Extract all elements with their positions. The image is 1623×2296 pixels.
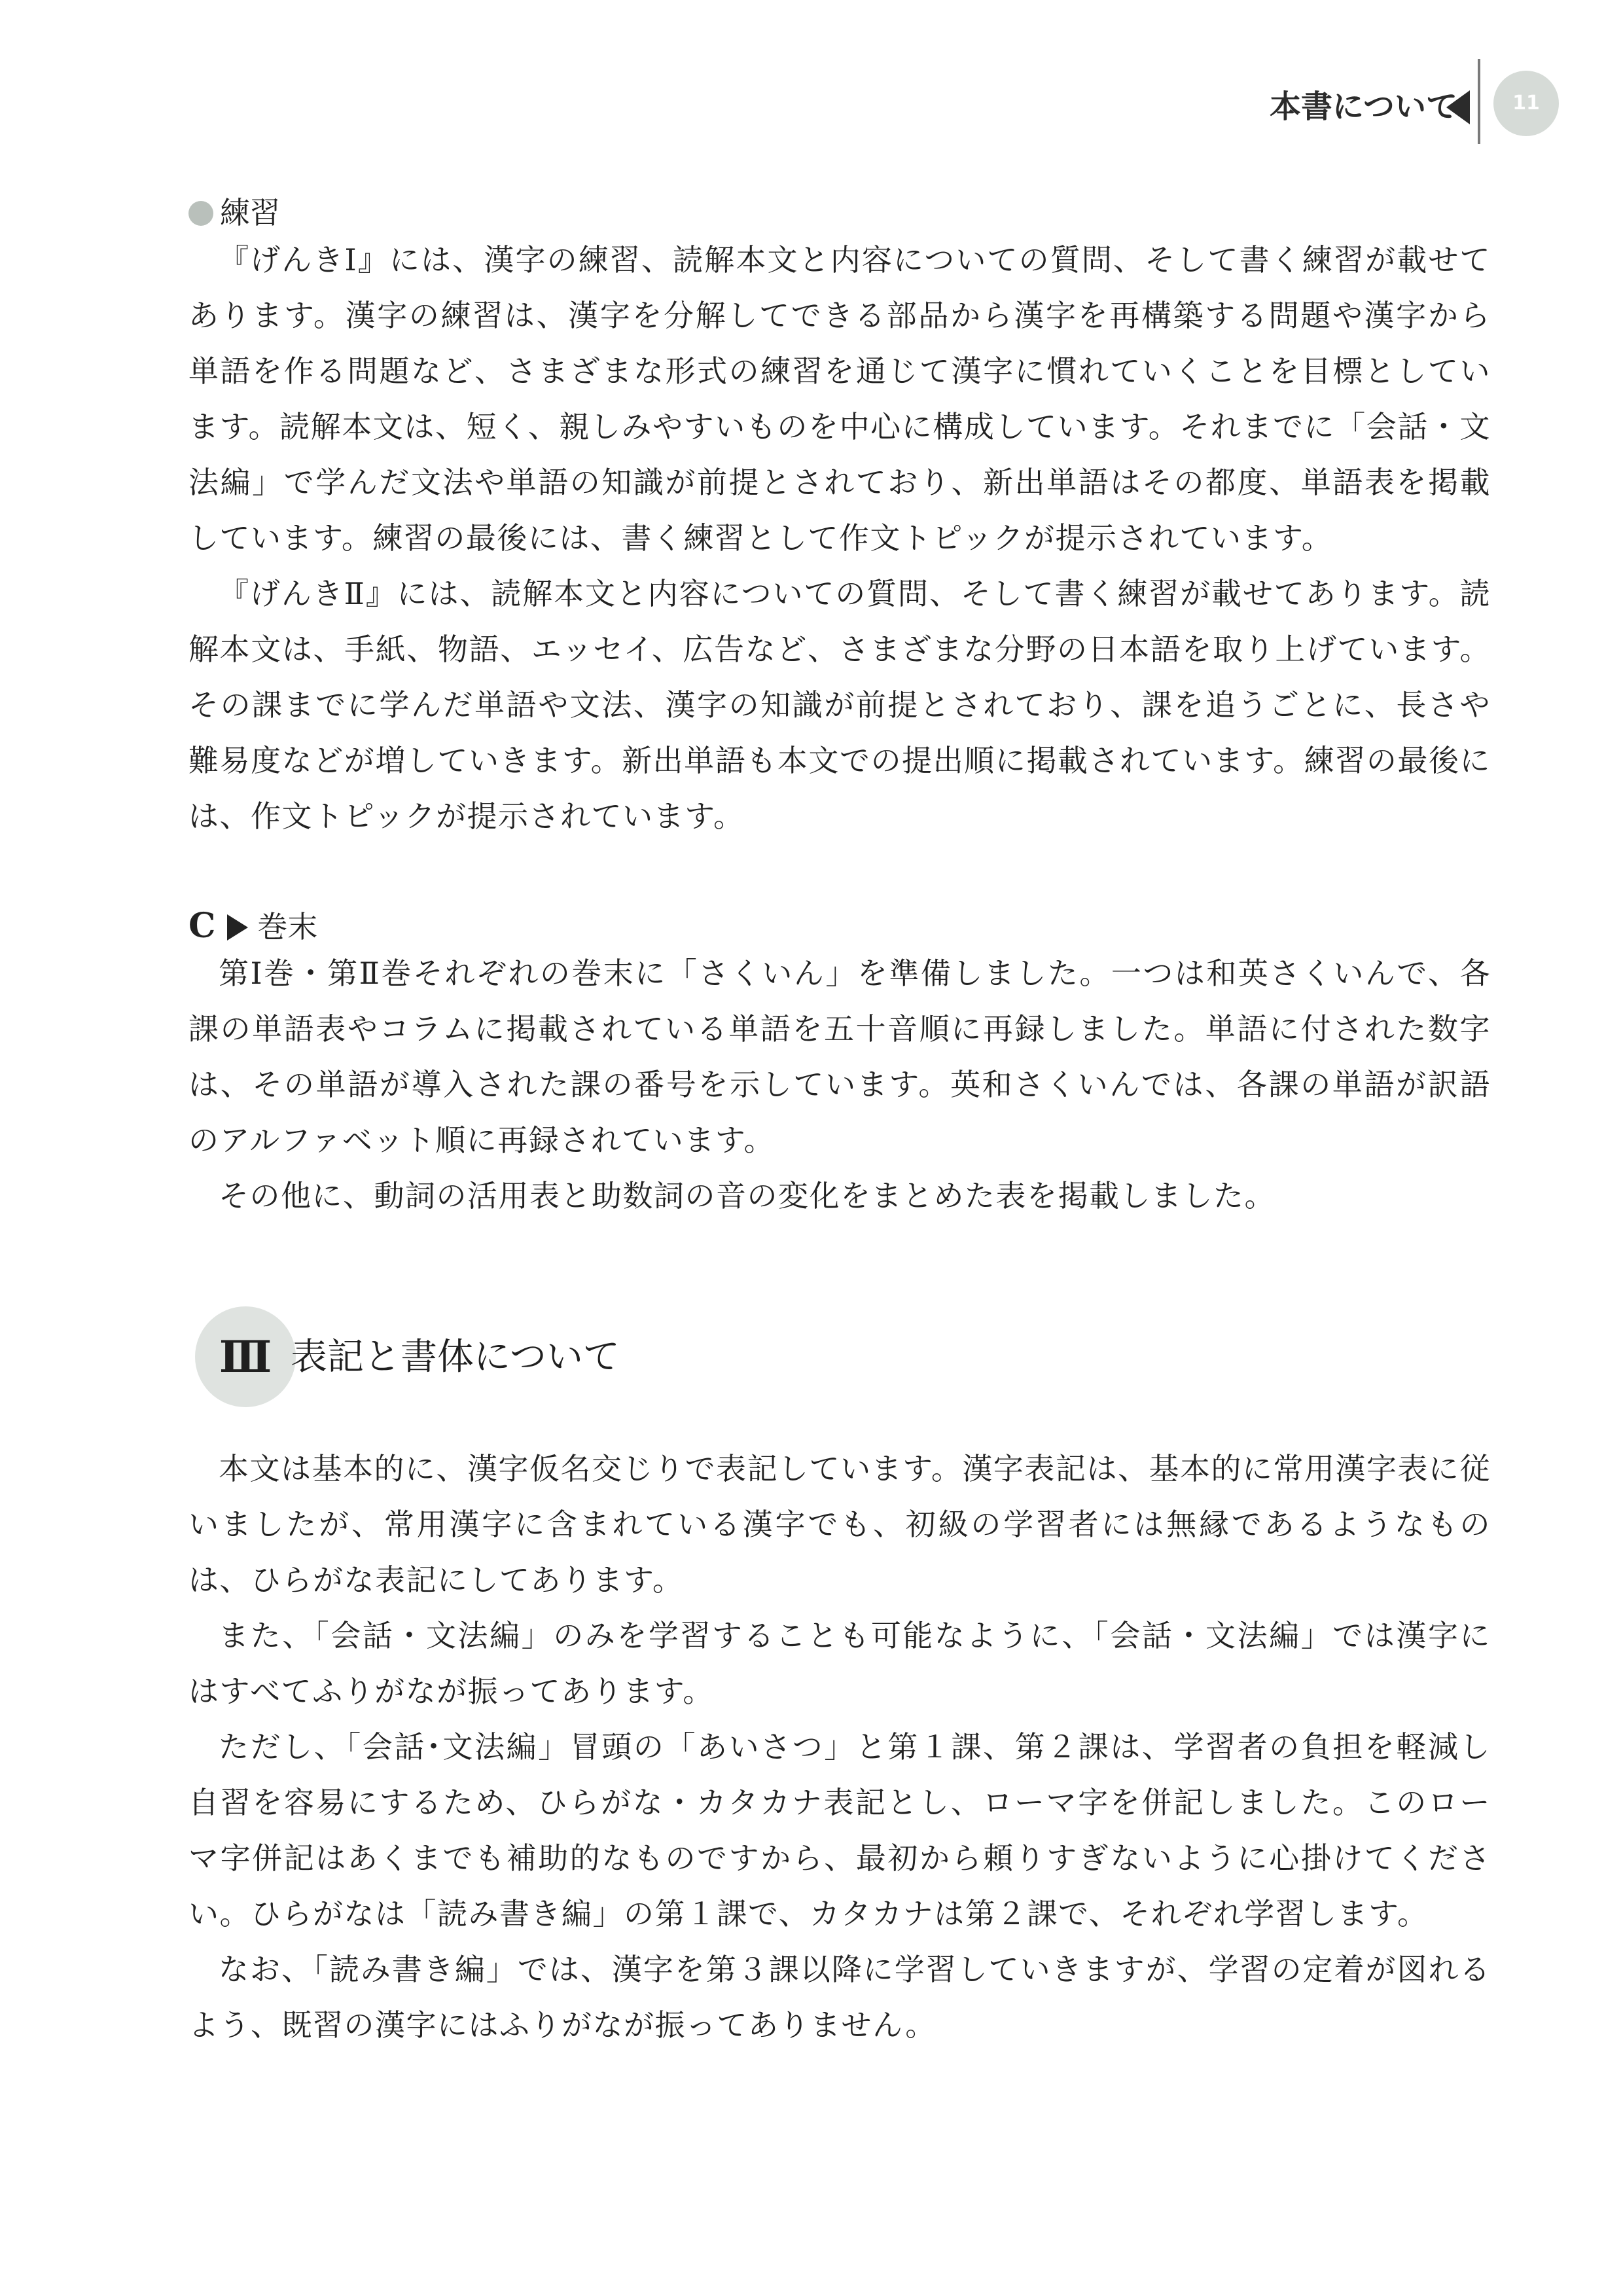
section-paragraph-2: また、「会話・文法編」のみを学習することも可能なように、「会話・文法編」では漢字にはすべてふりがなが振ってあります。 bbox=[188, 1618, 1491, 1709]
running-header-title: 本書について bbox=[1270, 88, 1458, 125]
section-paragraph-1: 本文は基本的に、漢字仮名交じりで表記しています。漢字表記は、基本的に常用漢字表に従いましたが、常用漢字に含まれている漢字でも、初級の学習者には無縁であるようなものは、ひらがな表記にしてあります。 bbox=[188, 1451, 1491, 1598]
header-divider bbox=[1478, 59, 1480, 144]
practice-paragraph-2: 『げんきⅡ』には、読解本文と内容についての質問、そして書く練習が載せてあります。読解本文は、手紙、物語、エッセイ、広告など、さまざまな分野の日本語を取り上げています。その課までに学んだ単語や文法、漢字の知識が前提とされており、課を追うごとに、長さや難易度などが増していきます。新出単語も本文での提出順に掲載されています。練習の最後には、作文トピックが提示されています。 bbox=[188, 576, 1491, 834]
appendix-heading bbox=[188, 903, 317, 949]
page-number: 11 bbox=[1493, 71, 1559, 136]
bullet-circle-icon bbox=[188, 201, 213, 226]
practice-paragraph-1: 『げんきⅠ』には、漢字の練習、読解本文と内容についての質問、そして書く練習が載せてあります。漢字の練習は、漢字を分解してできる部品から漢字を再構築する問題や漢字から単語を作る問題など、さまざまな形式の練習を通じて漢字に慣れていくことを目標としています。読解本文は、短く、親しみやすいものを中心に構成しています。それまでに「会話・文法編」で学んだ文法や単語の知識が前提とされており、新出単語はその都度、単語表を掲載しています。練習の最後には、書く練習として作文トピックが提示されています。 bbox=[188, 242, 1491, 556]
appendix-letter: C bbox=[188, 906, 216, 946]
appendix-paragraph-2: その他に、動詞の活用表と助数詞の音の変化をまとめた表を掲載しました。 bbox=[219, 1178, 1275, 1213]
section-numeral: Ⅲ bbox=[219, 1331, 272, 1382]
appendix-heading-label: 巻末 bbox=[257, 909, 318, 944]
section-title: 表記と書体について bbox=[291, 1336, 620, 1378]
appendix-paragraph-1: 第Ⅰ巻・第Ⅱ巻それぞれの巻末に「さくいん」を準備しました。一つは和英さくいんで、各課の単語表やコラムに掲載されている単語を五十音順に再録しました。単語に付された数字は、その単語が導入された課の番号を示しています。英和さくいんでは、各課の単語が訳語のアルファベット順に再録されています。 bbox=[188, 956, 1491, 1158]
left-triangle-icon bbox=[1446, 90, 1470, 124]
practice-heading bbox=[188, 190, 280, 236]
practice-heading-label: 練習 bbox=[220, 195, 280, 230]
section-paragraph-4: なお、「読み書き編」では、漢字を第３課以降に学習していきますが、学習の定着が図れるよう、既習の漢字にはふりがなが振ってありません。 bbox=[188, 1952, 1491, 2043]
right-triangle-icon bbox=[227, 914, 248, 941]
section-paragraph-3: ただし、「会話･文法編」冒頭の「あいさつ」と第１課、第２課は、学習者の負担を軽減し自習を容易にするため、ひらがな・カタカナ表記とし、ローマ字を併記しました。このローマ字併記はあくまでも補助的なものですから、最初から頼りすぎないように心掛けてください。ひらがなは「読み書き編」の第１課で、カタカナは第２課で、それぞれ学習します。 bbox=[188, 1729, 1491, 1931]
